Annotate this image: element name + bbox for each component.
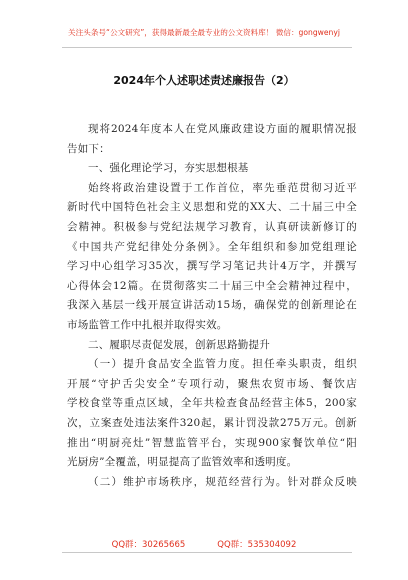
document-line: 学校食堂等重点区域，全年共检查食品经营主体5，200家 [67,397,357,410]
document-line: 会精神。积极参与党纪法规学习教育，认真研读新修订的 [67,220,357,233]
document-line: 心得体会12篇。在贯彻落实二十届三中全会精神过程中， [67,279,357,292]
footer-qq-group-1: QQ群：30265665 [111,540,186,550]
document-line: 推出“明厨亮灶”智慧监管平台，实现900家餐饮单位“阳 [67,436,357,449]
document-line: 开展“守护舌尖安全”专项行动，聚焦农贸市场、餐饮店 [67,377,357,390]
document-line: 次，立案查处违法案件320起，累计罚没款275万元。创新 [67,416,357,429]
document-line: 现将2024年度本人在党风廉政建设方面的履职情况报 [88,123,357,135]
document-line: 《中国共产党纪律处分条例》。全年组织和参加党组理论 [67,240,357,253]
document-line: 我深入基层一线开展宣讲活动15场，确保党的创新理论在 [67,299,357,312]
document-line: 始终将政治建设置于工作首位，率先垂范贯彻习近平 [88,181,357,194]
document-body [67,120,357,492]
header-divider [62,47,352,48]
document-line: （一）提升食品安全监管力度。担任牵头职责，组织 [88,358,357,371]
document-line: 告如下： [67,142,110,155]
footer-qq-group-2: QQ群：535304092 [217,540,297,550]
document-line: 市场监管工作中扎根并取得实效。 [67,318,228,331]
document-line: 二、履职尽责促发展，创新思路勤提升 [88,338,270,351]
document-title: 2024年个人述职述责述廉报告（2） [113,74,295,87]
document-line: 光厨房”全覆盖，明显提高了监管效率和透明度。 [67,456,298,469]
footer-divider [62,552,352,553]
document-line: 学习中心组学习35次，撰写学习笔记共计4万字，并撰写 [67,260,357,273]
document-line: 新时代中国特色社会主义思想和党的XX大、二十届三中全 [67,201,357,214]
document-line: （二）维护市场秩序，规范经营行为。针对群众反映 [88,475,357,488]
header-banner: 关注头条号“公文研究”，获得最新最全最专业的公文资料库！ 微信：gongwenyj [68,28,340,37]
document-line: 一、强化理论学习，夯实思想根基 [88,162,249,175]
footer-qq-groups [0,538,408,550]
